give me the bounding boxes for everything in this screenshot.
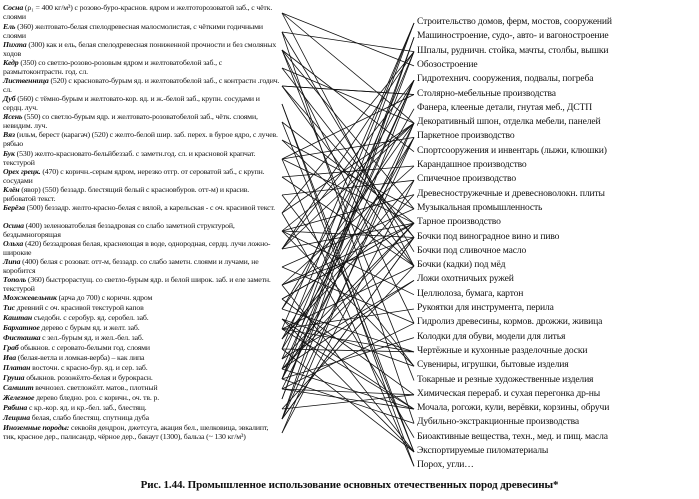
species-item	[3, 3, 280, 21]
connection-line	[282, 180, 414, 195]
species-description: (400) зеленоватобелая беззадровая со слабо заметной структурой, бездымногорящая	[3, 221, 235, 239]
species-description: обыкнов. с серовато-белыми год. слоями	[18, 343, 150, 352]
species-description: (550) со светло-бурым ядр. и желтовато-розоватобелой заб., чётк. слоями, невидим. луч.	[3, 112, 258, 130]
species-name: Дуб	[3, 94, 16, 103]
figure-caption: Рис. 1.44. Промышленное использование основных отечественных пород древесины*	[140, 479, 559, 491]
species-name: Груша	[3, 373, 25, 382]
species-item	[3, 403, 280, 412]
species-description: (арча до 700) с коричн. ядром	[56, 293, 153, 302]
species-item	[3, 373, 280, 382]
species-name: Берёза	[3, 203, 25, 212]
species-item	[3, 423, 280, 441]
use-item: Экспортируемые пиломатериалы	[417, 445, 549, 456]
species-item	[3, 293, 280, 302]
species-description: древний с оч. красивой текстурой капов	[14, 303, 144, 312]
use-item: Древесностружечные и древесноволокн. плиты	[417, 187, 605, 199]
use-item: Гидротехнич. сооружения, подвалы, погреба	[417, 73, 594, 85]
species-description: (явор) (550) беззадр. блестящий белый с красновбуров. отт-м) и красив. рибоватой текст.	[3, 185, 250, 203]
species-name: Фисташка	[3, 333, 41, 342]
species-item	[3, 363, 280, 372]
species-description: с зел.-бурым яд. и жел.-бел. заб.	[40, 333, 144, 342]
species-description: (500) беззадр. желто-красно-белая с вялой, а карельская - с оч. красивой текст.	[24, 203, 275, 212]
species-name: Граб	[3, 343, 19, 352]
use-item: Обозостроение	[417, 58, 478, 70]
species-description: дерево бледно. роз. с коричн., оч. тв. р.	[34, 393, 160, 402]
use-item: Столярно-мебельные производства	[417, 87, 556, 99]
connection-line	[282, 369, 414, 409]
species-name: Бархатное	[3, 323, 40, 332]
species-item	[3, 353, 280, 362]
species-item	[3, 167, 280, 185]
species-name: Ясень	[3, 112, 23, 121]
species-description: белая, слабо блестящ. спутница дуба	[29, 413, 149, 422]
species-description: с кр.-кор. яд. и кр.-бел. заб., блестящ.	[27, 403, 147, 412]
species-description: (470) с коричн.-серым ядром, нерезко отгр. от сероватой заб., с крупн. сосудами	[3, 167, 265, 185]
use-item: Порох, угли…	[417, 459, 474, 471]
use-item: Бочки под сливочное масло	[417, 244, 527, 256]
species-item	[3, 303, 280, 312]
species-name: Клён	[3, 185, 20, 194]
use-item: Мочала, рогожи, кули, верёвки, корзины, обручи	[417, 402, 610, 414]
use-item: Бочки (кадки) под мёд	[417, 259, 506, 271]
species-name: Ольха	[3, 239, 24, 248]
species-item	[3, 333, 280, 342]
species-description: (белая-ветла и ломкая-верба) – как липа	[15, 353, 145, 362]
use-item: Музыкальная промышленность	[417, 201, 543, 213]
species-item	[3, 383, 280, 392]
species-description: восточн. с красно-бур. яд. и сер. заб.	[30, 363, 148, 372]
species-description: (ρ₁ = 400 кг/м³) с розово-буро-краснов. ядром и желтоторозоватой заб., с чётк. слоями	[3, 3, 273, 21]
species-item	[3, 149, 280, 167]
species-item	[3, 94, 280, 112]
species-item	[3, 130, 280, 148]
species-name: Ель	[3, 22, 16, 31]
species-name: Можжевельник	[3, 293, 57, 302]
species-description: (360) быстрорастущ. со светло-бурым ядр. и белой широк. заб. и еле заметн. текстурой	[3, 275, 271, 293]
species-description: (350) со светло-розово-розовым ядром и желтоватобелой заб., с размытоконтрастн. год. сл.	[3, 58, 223, 76]
species-name: Лиственница	[3, 76, 49, 85]
species-name: Пихта	[3, 40, 27, 49]
connection-line	[282, 177, 414, 266]
species-description: секвойя дендрон, джетсуга, акация бел., шелковица, эвкалипт, тик, красное дер., палисандр, чёрное дер., бакаут (1300), бальза (~ 130 кг/м³)	[3, 423, 269, 441]
species-name: Платан	[3, 363, 31, 372]
use-item: Шпалы, рудничн. стойка, мачты, столбы, вышки	[417, 44, 609, 56]
connection-line	[282, 80, 414, 309]
use-item: Рукоятки для инструмента, перила	[417, 302, 554, 313]
use-item: Строительство домов, ферм, мостов, сооружений	[417, 16, 612, 27]
use-item: Паркетное производство	[417, 130, 515, 142]
species-description: (420) беззадровая белая, краснеющая в воде, однородная, сердц. лучи ложно-широкие	[3, 239, 271, 257]
species-name: Самшит	[3, 383, 34, 392]
use-item: Целлюлоза, бумага, картон	[417, 287, 524, 299]
species-name: Вяз	[3, 130, 15, 139]
species-name: Осина	[3, 221, 24, 230]
use-item: Токарные и резные художественные изделия	[417, 373, 594, 385]
species-description: (400) белая с розоват. отт-м, беззадр. со слабо заметн. слоями и лучами, не коробится	[3, 257, 259, 275]
species-description: дерево с бурым яд. и желт. заб.	[39, 323, 140, 332]
use-item: Фанера, клееные детали, гнутая меб., ДСТП	[417, 101, 593, 113]
use-item: Машиностроение, судо-, авто- и вагоностроение	[417, 30, 609, 42]
species-item	[3, 413, 280, 422]
use-item: Гидролиз древесины, кормов. дрожжи, живица	[417, 316, 603, 328]
species-item	[3, 221, 280, 239]
use-item: Спортсооружения и инвентарь (лыжи, клюшки)	[417, 144, 607, 156]
species-name: Каштан	[3, 313, 33, 322]
connection-line	[282, 122, 414, 223]
use-item: Химическая перераб. и сухая перегонка др-ны	[417, 387, 601, 399]
species-item	[3, 343, 280, 352]
species-description: обыкнов. розожёлто-белая и бурокрасн.	[24, 373, 153, 382]
species-name: Бук	[3, 149, 15, 158]
use-item: Спичечное производство	[417, 173, 516, 185]
connection-line	[282, 32, 414, 52]
species-description: (520) с красновато-бурым яд. и желтоватобелой заб., с контрастн .годич. сл.	[3, 76, 280, 94]
use-item: Ложи охотничьих ружей	[417, 273, 514, 285]
species-item	[3, 313, 280, 322]
species-name: Орех грецк.	[3, 167, 41, 176]
species-item	[3, 112, 280, 130]
connection-line	[282, 13, 414, 66]
use-item: Декоративный шпон, отделка мебели, панелей	[417, 116, 601, 128]
species-item	[3, 323, 280, 332]
species-name: Тополь	[3, 275, 27, 284]
species-item	[3, 22, 280, 40]
species-description: (300) как и ель, белая спелодревесная пониженной прочности и без смоляных ходов	[3, 40, 277, 58]
species-name: Железное	[3, 393, 35, 402]
species-name: Кедр	[3, 58, 19, 67]
species-description: (ильм, берест (карагач) (520) с желто-белой шир. заб. перех. в бурое ядро, с лучев. рябью	[3, 130, 278, 148]
use-item: Карандашное производство	[417, 159, 527, 170]
use-item: Бочки под виноградное вино и пиво	[417, 230, 560, 242]
species-item	[3, 203, 280, 212]
species-item	[3, 275, 280, 293]
species-item	[3, 257, 280, 275]
species-name: Рябина	[3, 403, 28, 412]
species-item	[3, 76, 280, 94]
species-item	[3, 393, 280, 402]
species-description: (360) желтовато-белая спелодревесная малосмолистая, с чёткими годичными слоями	[3, 22, 263, 40]
species-item	[3, 239, 280, 257]
species-name: Сосна	[3, 3, 24, 12]
use-item: Чертёжные и кухонные разделочные доски	[417, 344, 588, 356]
connection-line	[282, 137, 414, 159]
species-description: съедобн. с серобур. яд. серобел. заб.	[32, 313, 149, 322]
connection-line	[282, 123, 414, 389]
species-description: (530) желто-красновато-бельйбеззаб. с заметн.год. сл. и красновой крапчат. текстурой	[3, 149, 256, 167]
connection-line	[282, 23, 414, 349]
species-name: Липа	[3, 257, 21, 266]
use-item: Дубильно-экстракционные производства	[417, 416, 580, 428]
species-description: вечнозел. светложёлт. матов., плотный	[33, 383, 158, 392]
species-name: Иноземные породы:	[3, 423, 70, 432]
species-name: Лещина	[3, 413, 30, 422]
species-name: Тис	[3, 303, 15, 312]
use-item: Сувениры, игрушки, бытовые изделия	[417, 359, 569, 371]
species-item	[3, 58, 280, 76]
species-item	[3, 40, 280, 58]
use-item: Биоактивные вещества, техн., мед. и пищ. масла	[417, 430, 608, 442]
use-item: Колодки для обуви, модели для литья	[417, 330, 566, 342]
use-item: Тарное производство	[417, 216, 501, 228]
species-name: Ива	[3, 353, 16, 362]
species-item	[3, 185, 280, 203]
species-description: (560) с тёмно-бурым и желтовато-кор. яд. и ж.-белой заб., крупн. сосудами и сердц. луч.	[3, 94, 260, 112]
